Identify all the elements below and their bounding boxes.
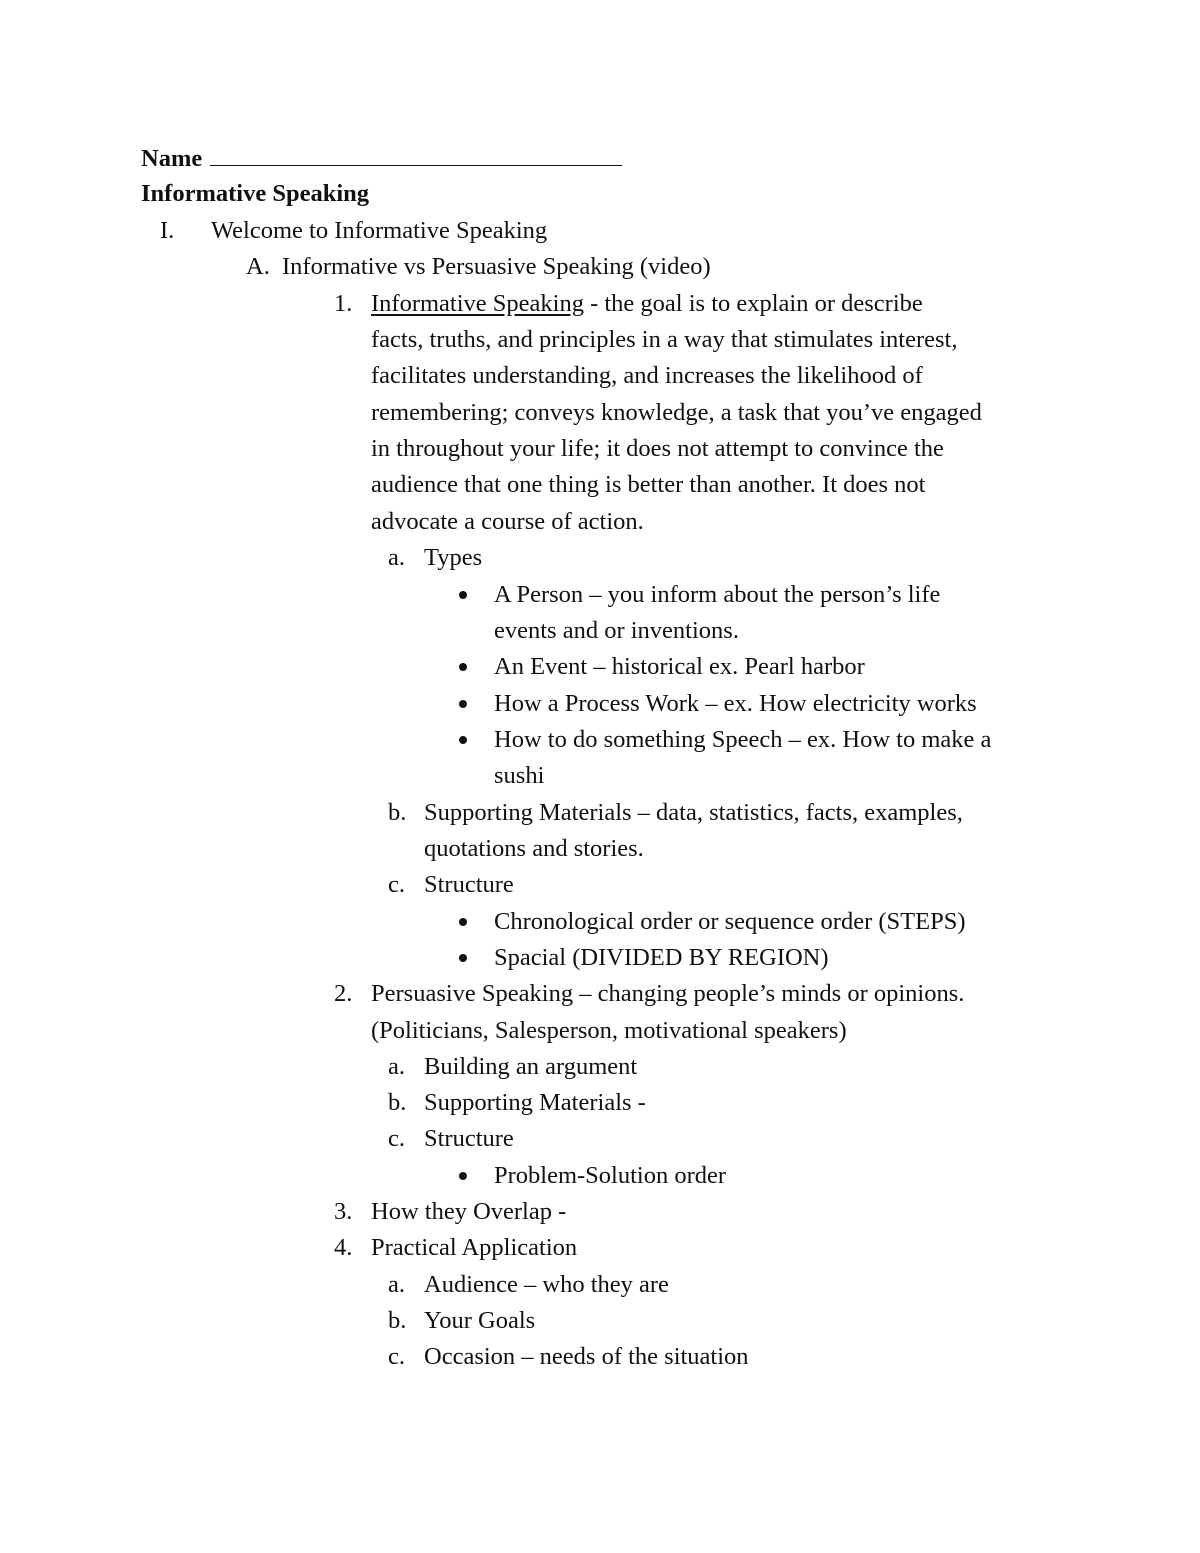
name-blank-line — [210, 139, 622, 166]
outline-subsection-heading: Informative vs Persuasive Speaking (video) — [282, 253, 711, 280]
list-item: A Person – you inform about the person’s life — [494, 581, 941, 608]
definition-line: advocate a course of action. — [371, 508, 644, 535]
outline-marker-number: 2. — [334, 980, 353, 1007]
list-item: Your Goals — [424, 1307, 536, 1334]
list-item: An Event – historical ex. Pearl harbor — [494, 653, 865, 680]
bullet-icon — [459, 918, 467, 926]
outline-marker-small-letter: a. — [388, 544, 405, 571]
outline-marker-small-letter: b. — [388, 799, 407, 826]
outline-marker-small-letter: c. — [388, 1125, 405, 1152]
practical-application-heading: Practical Application — [371, 1234, 578, 1261]
list-item: Chronological order or sequence order (STEPS) — [494, 908, 966, 935]
list-item-continued: sushi — [494, 762, 545, 789]
persuasive-definition-line: (Politicians, Salesperson, motivational speakers) — [371, 1017, 847, 1044]
overlap-heading: How they Overlap - — [371, 1198, 567, 1225]
supporting-materials-text: Supporting Materials – data, statistics, facts, examples, — [424, 799, 963, 826]
bullet-icon — [459, 700, 467, 708]
list-item: Building an argument — [424, 1053, 638, 1080]
name-field — [141, 139, 622, 177]
definition-text: - the goal is to explain or describe — [583, 290, 923, 317]
outline-section-heading: Welcome to Informative Speaking — [211, 217, 548, 244]
bullet-icon — [459, 954, 467, 962]
outline-marker-small-letter: a. — [388, 1053, 405, 1080]
outline-marker-small-letter: b. — [388, 1307, 407, 1334]
definition-line: facts, truths, and principles in a way that stimulates interest, — [371, 326, 958, 353]
definition-line: audience that one thing is better than another. It does not — [371, 471, 926, 498]
definition-line: facilitates understanding, and increases the likelihood of — [371, 362, 923, 389]
outline-marker-roman: I. — [160, 217, 175, 244]
list-item: Supporting Materials - — [424, 1089, 646, 1116]
list-item: Occasion – needs of the situation — [424, 1343, 749, 1370]
outline-marker-small-letter: c. — [388, 871, 405, 898]
outline-marker-number: 3. — [334, 1198, 353, 1225]
list-item: Audience – who they are — [424, 1271, 669, 1298]
outline-marker-small-letter: b. — [388, 1089, 407, 1116]
list-item-continued: events and or inventions. — [494, 617, 739, 644]
structure-heading: Structure — [424, 1125, 514, 1152]
bullet-icon — [459, 736, 467, 744]
definition-line: in throughout your life; it does not attempt to convince the — [371, 435, 944, 462]
list-item: How a Process Work – ex. How electricity works — [494, 690, 977, 717]
outline-marker-letter: A. — [246, 253, 270, 280]
name-label: Name — [141, 145, 203, 172]
outline-marker-small-letter: a. — [388, 1271, 405, 1298]
informative-speaking-term: Informative Speaking — [371, 290, 584, 317]
bullet-icon — [459, 591, 467, 599]
list-item: How to do something Speech – ex. How to make a — [494, 726, 992, 753]
definition-line: remembering; conveys knowledge, a task that you’ve engaged — [371, 399, 982, 426]
list-item: Problem-Solution order — [494, 1162, 727, 1189]
outline-marker-number: 4. — [334, 1234, 353, 1261]
list-item: Spacial (DIVIDED BY REGION) — [494, 944, 829, 971]
document-title: Informative Speaking — [141, 180, 370, 207]
structure-heading: Structure — [424, 871, 514, 898]
supporting-materials-text-continued: quotations and stories. — [424, 835, 644, 862]
outline-marker-number: 1. — [334, 290, 353, 317]
persuasive-definition-line: Persuasive Speaking – changing people’s minds or opinions. — [371, 980, 965, 1007]
bullet-icon — [459, 663, 467, 671]
outline-marker-small-letter: c. — [388, 1343, 405, 1370]
types-heading: Types — [424, 544, 483, 571]
bullet-icon — [459, 1172, 467, 1180]
informative-definition-line — [371, 286, 923, 322]
